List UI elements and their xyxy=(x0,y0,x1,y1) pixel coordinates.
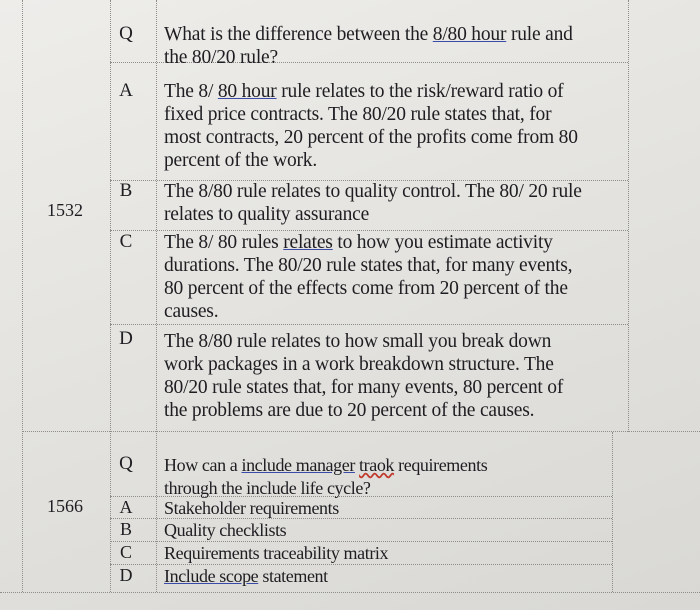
text-line xyxy=(164,203,582,226)
answer-a-text xyxy=(164,80,578,172)
text-segment: The 8/80 rule relates to quality control. The 80/ 20 rule xyxy=(164,181,582,202)
row-label: Q xyxy=(119,23,133,44)
text-line xyxy=(164,80,578,103)
row-label: Q xyxy=(119,453,133,474)
text-segment: Quality checklists xyxy=(164,520,287,540)
underlined-text: traok xyxy=(359,455,395,475)
answer-b-text xyxy=(164,519,286,542)
answer-b-text xyxy=(164,180,582,226)
text-segment: The 8/ 80 rules xyxy=(164,232,284,253)
text-line xyxy=(164,23,573,46)
column-divider xyxy=(156,0,157,592)
underlined-text: 80 hour xyxy=(217,81,277,102)
row-label: B xyxy=(119,180,133,201)
answer-a-text xyxy=(164,497,339,520)
text-segment: relates to quality assurance xyxy=(164,204,370,225)
row-label: A xyxy=(119,497,133,517)
text-line xyxy=(164,399,563,422)
text-segment: durations. The 80/20 rule states that, for many events, xyxy=(164,255,573,276)
text-line xyxy=(164,126,578,149)
text-line xyxy=(164,454,487,477)
text-segment: the problems are due to 20 percent of the causes. xyxy=(164,400,535,421)
text-segment: fixed price contracts. The 80/20 rule states that, for xyxy=(164,104,552,125)
answer-c-text xyxy=(164,542,388,565)
underlined-text: Include scope xyxy=(164,566,259,586)
text-segment: statement xyxy=(258,566,328,586)
row-label: B xyxy=(119,519,132,539)
row-label: C xyxy=(119,542,132,562)
text-line xyxy=(164,542,388,565)
question-id: 1566 xyxy=(47,496,83,516)
text-line xyxy=(164,180,582,203)
text-segment: What is the difference between the xyxy=(164,24,433,45)
text-line xyxy=(164,519,286,542)
row-label: D xyxy=(119,328,133,349)
row-label: A xyxy=(119,80,133,101)
column-divider xyxy=(628,0,629,432)
text-segment: percent of the work. xyxy=(164,150,318,171)
text-segment: work packages in a work breakdown structure. The xyxy=(164,354,554,375)
text-line xyxy=(164,277,572,300)
text-segment: The 8/80 rule relates to how small you break down xyxy=(164,331,552,352)
text-segment: rule and xyxy=(506,24,573,45)
text-segment: through the include life cycle? xyxy=(164,478,371,498)
text-line xyxy=(164,46,573,69)
text-line xyxy=(164,565,328,588)
underlined-text: include manager xyxy=(241,455,355,475)
underlined-text: relates xyxy=(283,232,333,253)
text-segment: rule relates to the risk/reward ratio of xyxy=(276,81,564,102)
question-text xyxy=(164,23,573,69)
question-text xyxy=(164,454,487,500)
text-segment: the 80/20 rule? xyxy=(164,47,278,68)
text-segment: 80 percent of the effects come from 20 percent of the xyxy=(164,278,568,299)
text-segment: How can a xyxy=(164,455,242,475)
text-segment: 80/20 rule states that, for many events, 80 percent of xyxy=(164,377,564,398)
text-line xyxy=(164,231,572,254)
answer-d-text xyxy=(164,330,563,422)
text-line xyxy=(164,497,339,520)
text-segment: requirements xyxy=(394,455,488,475)
text-segment: causes. xyxy=(164,301,219,322)
row-divider xyxy=(110,324,628,325)
question-id: 1532 xyxy=(47,200,83,220)
column-divider xyxy=(612,432,613,592)
text-segment: most contracts, 20 percent of the profits come from 80 xyxy=(164,127,578,148)
text-line xyxy=(164,330,563,353)
text-segment: The 8/ xyxy=(164,81,218,102)
text-line xyxy=(164,254,572,277)
text-line xyxy=(164,149,578,172)
row-label: D xyxy=(119,565,133,585)
text-line xyxy=(164,300,572,323)
row-label: C xyxy=(119,231,133,252)
underlined-text: 8/80 hour xyxy=(432,24,507,45)
text-line xyxy=(164,353,563,376)
answer-c-text xyxy=(164,231,572,323)
text-line xyxy=(164,376,563,399)
answer-d-text xyxy=(164,565,328,588)
text-line xyxy=(164,103,578,126)
text-segment: Stakeholder requirements xyxy=(164,498,339,518)
table-border-bottom xyxy=(0,592,700,593)
question-divider xyxy=(22,431,700,432)
text-segment: Requirements traceability matrix xyxy=(164,543,389,563)
text-segment: to how you estimate activity xyxy=(332,232,553,253)
